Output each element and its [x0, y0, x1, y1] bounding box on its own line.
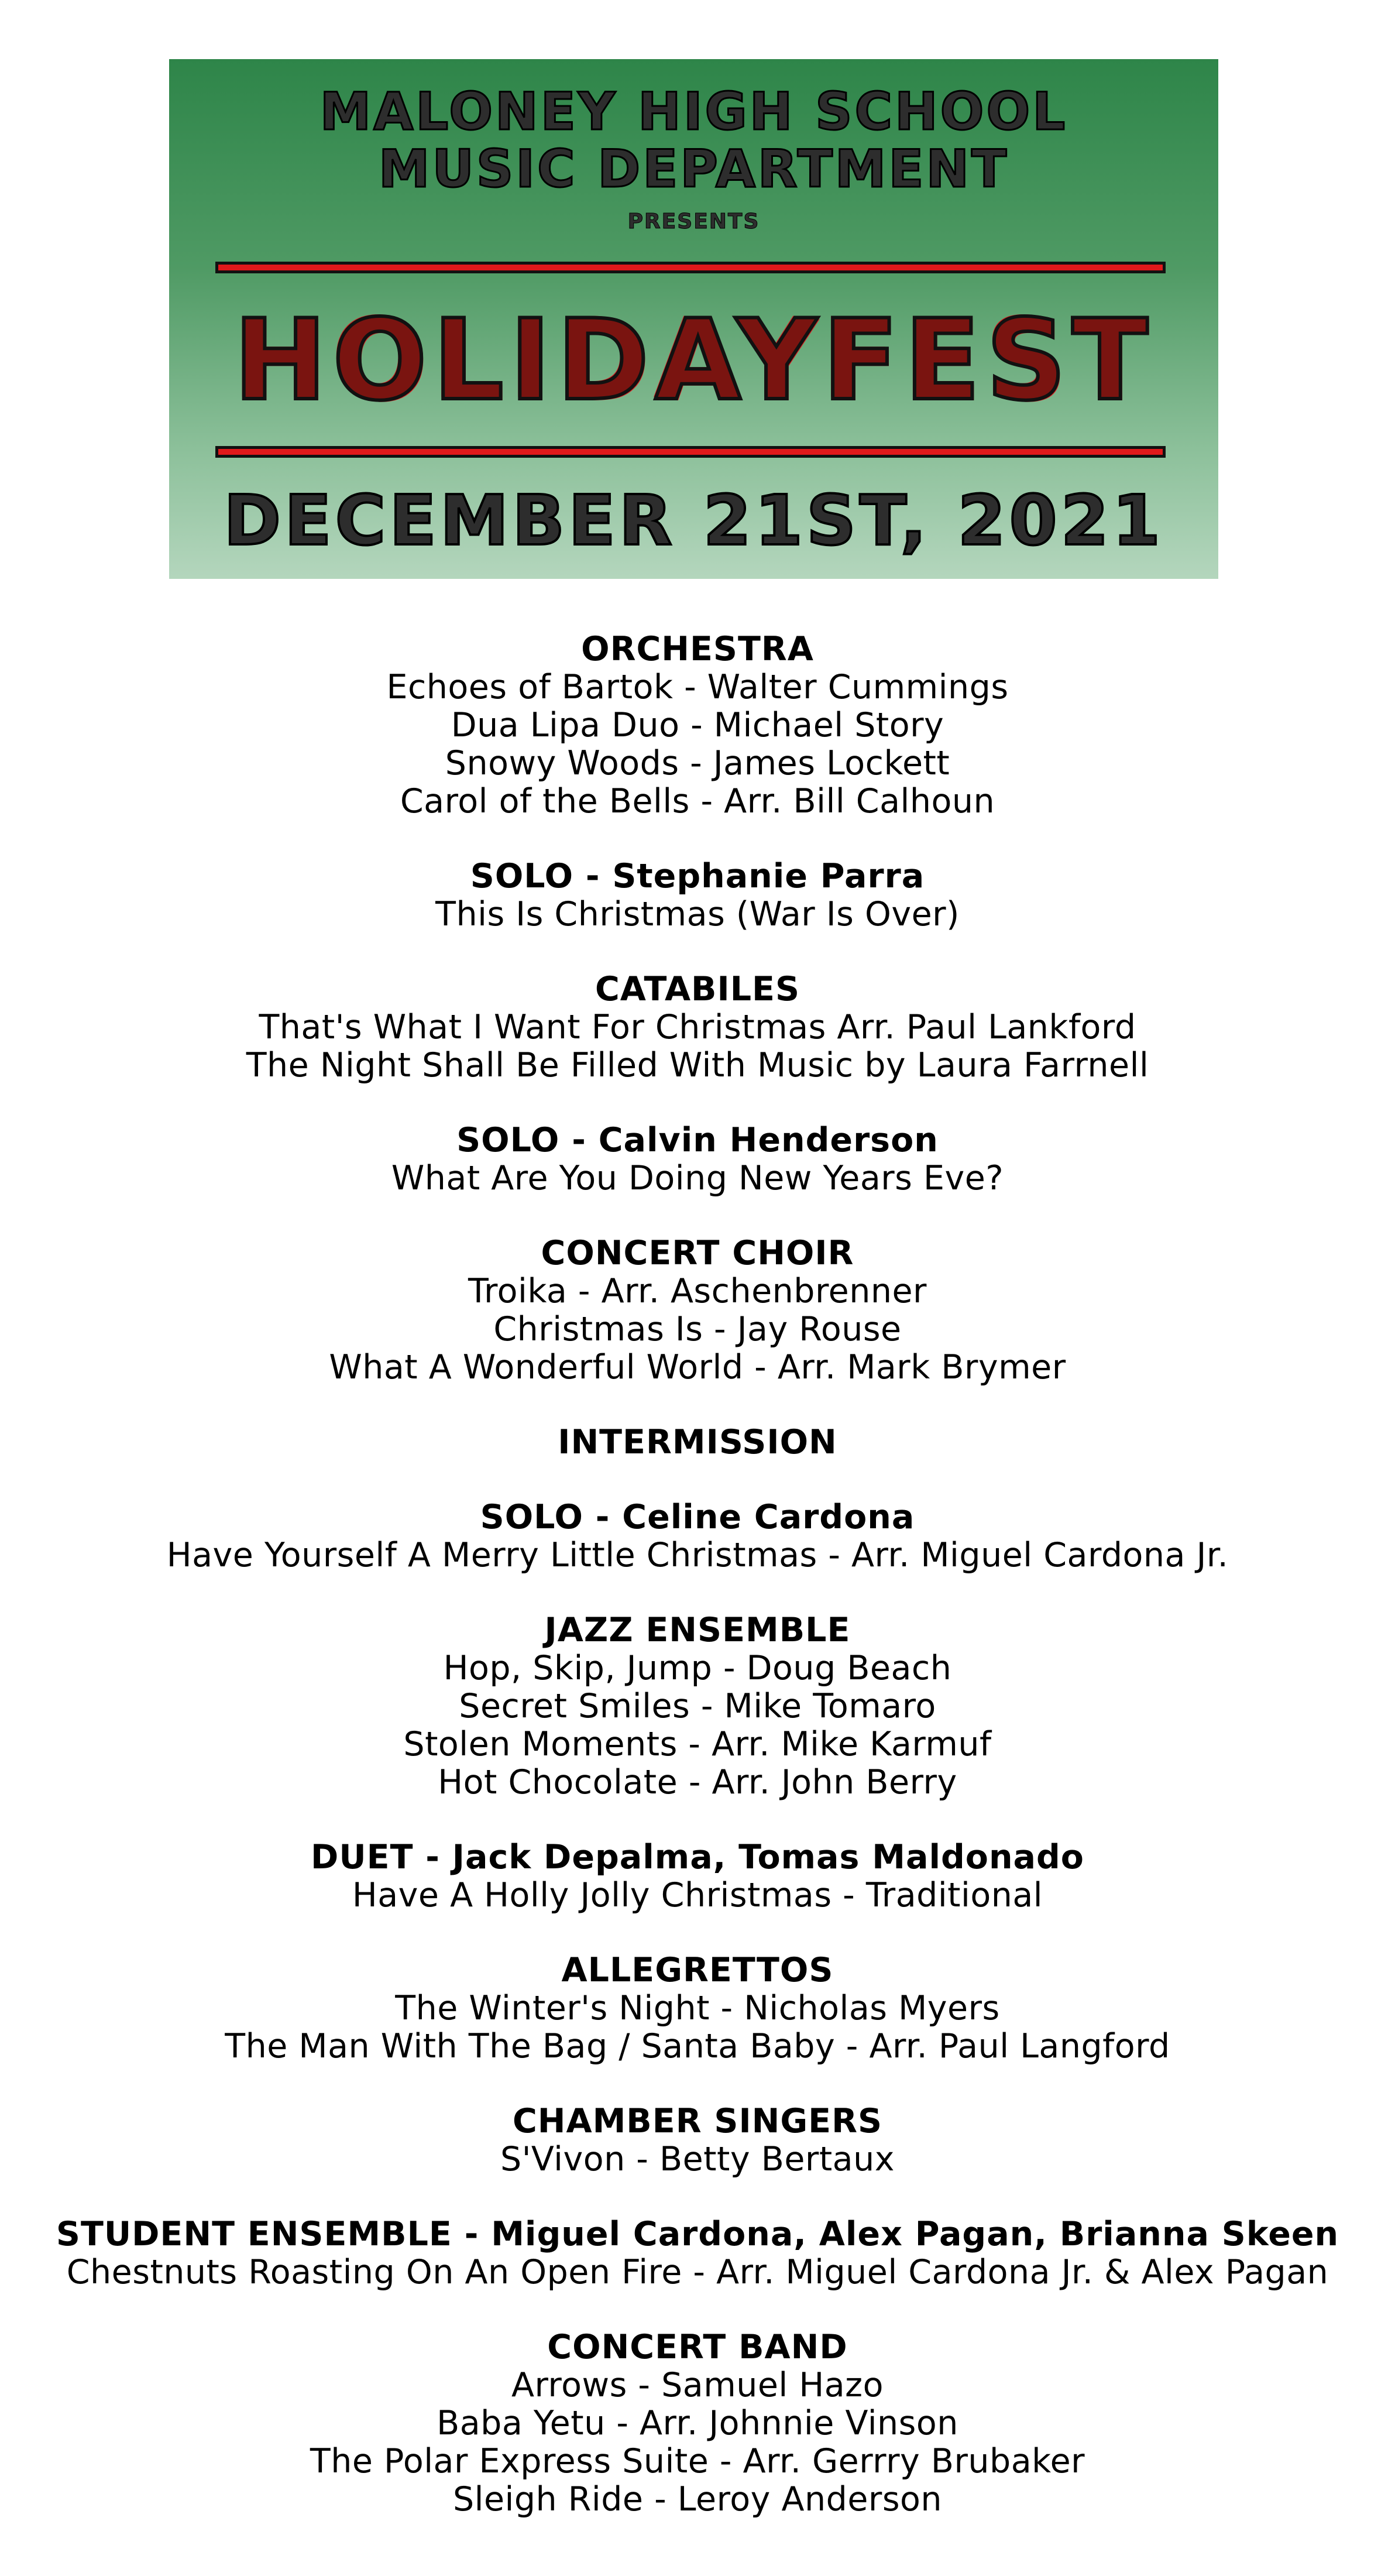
program-item: Baba Yetu - Arr. Johnnie Vinson	[437, 2404, 958, 2443]
program-section	[0, 1951, 1395, 2066]
event-date: DECEMBER 21ST, 2021	[224, 480, 1164, 561]
program-section	[0, 1121, 1395, 1198]
section-heading: DUET - Jack Depalma, Tomas Maldonado	[311, 1838, 1084, 1877]
section-heading: ORCHESTRA	[581, 630, 814, 668]
section-heading: SOLO - Stephanie Parra	[470, 857, 925, 896]
section-heading: SOLO - Calvin Henderson	[456, 1121, 939, 1160]
program-item: This Is Christmas (War Is Over)	[435, 895, 960, 934]
event-title: HOLIDAYFEST	[233, 296, 1154, 425]
program-item: What Are You Doing New Years Eve?	[391, 1159, 1004, 1198]
program-section	[0, 857, 1395, 934]
section-heading: CONCERT CHOIR	[541, 1234, 854, 1272]
section-heading: CATABILES	[595, 970, 800, 1009]
program-item: Troika - Arr. Aschenbrenner	[468, 1272, 927, 1311]
program-list	[0, 630, 1395, 2555]
program-item: What A Wonderful World - Arr. Mark Brymer	[329, 1348, 1066, 1387]
program-item: Echoes of Bartok - Walter Cummings	[386, 668, 1009, 706]
program-item: Have A Holly Jolly Christmas - Traditional	[352, 1876, 1043, 1915]
program-section	[0, 2328, 1395, 2519]
section-heading: INTERMISSION	[558, 1423, 837, 1462]
program-item: The Man With The Bag / Santa Baby - Arr. Paul Langford	[225, 2027, 1170, 2066]
red-divider-bottom	[215, 446, 1166, 458]
program-section	[0, 2215, 1395, 2292]
program-item: Stolen Moments - Arr. Mike Karmuf	[403, 1725, 992, 1764]
program-item: The Night Shall Be Filled With Music by Laura Farrnell	[246, 1046, 1149, 1085]
program-item: The Winter's Night - Nicholas Myers	[395, 1989, 1000, 2028]
section-heading: ALLEGRETTOS	[561, 1951, 834, 1990]
program-section	[0, 2102, 1395, 2179]
program-item: Sleigh Ride - Leroy Anderson	[452, 2480, 943, 2519]
section-heading: CHAMBER SINGERS	[512, 2102, 883, 2141]
program-item: Hot Chocolate - Arr. John Berry	[438, 1763, 957, 1802]
program-section	[0, 630, 1395, 821]
program-item: Christmas Is - Jay Rouse	[493, 1310, 902, 1349]
program-item: Hop, Skip, Jump - Doug Beach	[443, 1649, 952, 1687]
program-item: That's What I Want For Christmas Arr. Paul Lankford	[259, 1008, 1136, 1047]
section-heading: STUDENT ENSEMBLE - Miguel Cardona, Alex Pagan, Brianna Skeen	[56, 2215, 1339, 2253]
program-item: The Polar Express Suite - Arr. Gerrry Brubaker	[310, 2442, 1085, 2481]
presents-label: PRESENTS	[627, 210, 760, 234]
program-item: Snowy Woods - James Lockett	[445, 744, 950, 783]
program-item: Have Yourself A Merry Little Christmas - Arr. Miguel Cardona Jr.	[166, 1536, 1229, 1575]
program-section	[0, 1611, 1395, 1802]
program-section	[0, 1423, 1395, 1462]
school-name: MALONEY HIGH SCHOOL	[319, 81, 1068, 142]
program-item: Dua Lipa Duo - Michael Story	[451, 706, 944, 745]
program-item: Arrows - Samuel Hazo	[511, 2366, 884, 2405]
program-item: Chestnuts Roasting On An Open Fire - Arr. Miguel Cardona Jr. & Alex Pagan	[66, 2253, 1329, 2292]
header-banner	[169, 59, 1218, 579]
program-section	[0, 970, 1395, 1085]
section-heading: SOLO - Celine Cardona	[480, 1498, 915, 1536]
section-heading: CONCERT BAND	[547, 2328, 848, 2366]
program-item: Secret Smiles - Mike Tomaro	[459, 1687, 936, 1726]
program-section	[0, 1234, 1395, 1387]
department-name: MUSIC DEPARTMENT	[378, 139, 1009, 199]
program-section	[0, 1838, 1395, 1915]
program-section	[0, 1498, 1395, 1575]
program-item: Carol of the Bells - Arr. Bill Calhoun	[400, 782, 995, 821]
program-item: S'Vivon - Betty Bertaux	[500, 2140, 895, 2179]
red-divider-top	[215, 262, 1166, 273]
section-heading: JAZZ ENSEMBLE	[544, 1611, 851, 1649]
